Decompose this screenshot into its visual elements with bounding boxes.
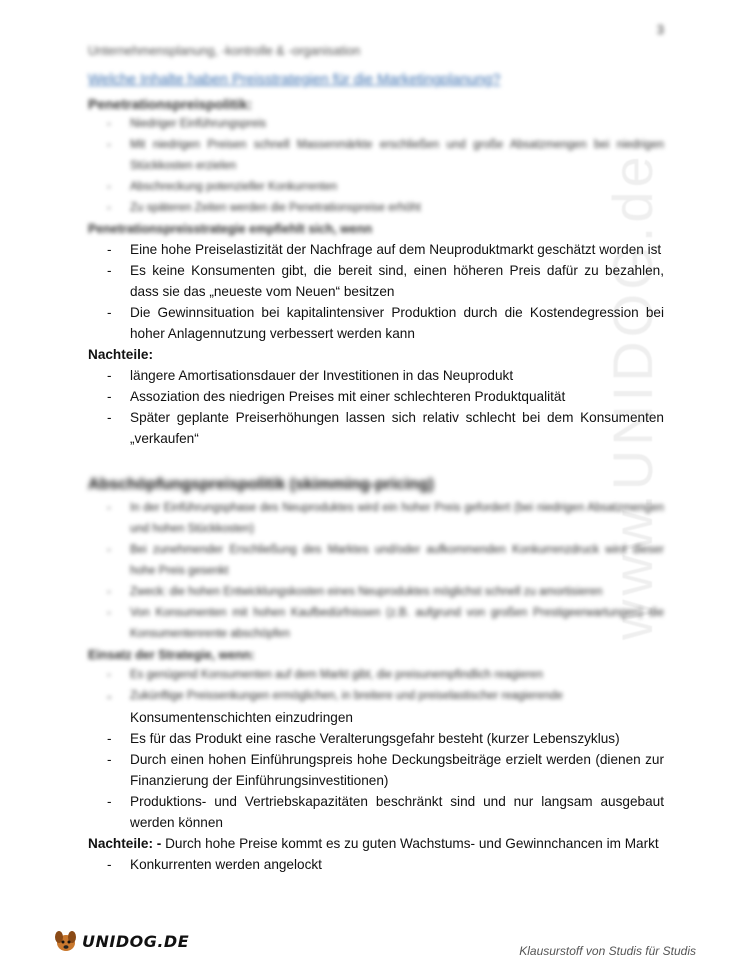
- usage-list: [88, 665, 664, 833]
- list-item: - Zukünftige Preissenkungen ermöglichen, in breitere und preiselastischer reagierende Konsumentenschichten einzudringen: [107, 689, 563, 725]
- nachteile-line: Nachteile: - Durch hohe Preise kommt es zu guten Wachstums- und Gewinnchancen im Markt: [88, 836, 659, 851]
- list-item: - Zu späteren Zeiten werden die Penetrationspreise erhöht: [107, 202, 421, 214]
- list-item: - längere Amortisationsdauer der Investitionen in das Neuprodukt: [107, 368, 514, 383]
- document-question-link[interactable]: Welche Inhalte haben Preisstrategien für die Marketingplanung?: [88, 72, 501, 88]
- section-heading: Penetrationspreispolitik:: [88, 96, 253, 112]
- page-number: 3: [656, 22, 664, 37]
- section-skimming: [88, 474, 664, 875]
- list-item: - Später geplante Preiserhöhungen lassen sich relativ schlecht bei dem Konsumenten „verkaufen“: [107, 410, 664, 446]
- section-penetration: [88, 94, 664, 449]
- list-item: - Produktions- und Vertriebskapazitäten beschränkt sind und nur langsam ausgebaut werden können: [107, 794, 664, 830]
- list-item: - Die Gewinnsituation bei kapitalintensiver Produktion durch die Kostendegression bei hoher Anlagennutzung verbessert werden kann: [107, 305, 664, 341]
- nachteile-label: Nachteile:: [88, 347, 153, 362]
- subheading: Penetrationspreisstrategie empfiehlt sich, wenn: [88, 222, 373, 236]
- condition-list: [88, 239, 664, 344]
- list-item: - Durch einen hohen Einführungspreis hohe Deckungsbeiträge erzielt werden (dienen zur Finanzierung der Einführungsinvestitionen): [107, 752, 664, 788]
- nachteile-list: [88, 365, 664, 449]
- unidog-logo[interactable]: [52, 928, 189, 954]
- list-item: - Es keine Konsumenten gibt, die bereit sind, einen höheren Preis dafür zu bezahlen, dass sie das „neueste vom Neuen“ besitzen: [107, 263, 664, 299]
- list-item: - Niedriger Einführungspreis: [107, 118, 267, 130]
- section-title: Abschöpfungspreispolitik (skimming-pricing): [88, 476, 434, 493]
- dog-icon: [52, 928, 78, 954]
- list-item: - In der Einführungsphase des Neuproduktes wird ein hoher Preis gefordert (bei niedrigen Absatzmengen und hohen Stückkosten): [107, 502, 664, 535]
- watermark: www.UNIDOG.de: [601, 152, 664, 640]
- blurred-list: [88, 114, 664, 219]
- list-item: - Konkurrenten werden angelockt: [107, 857, 322, 872]
- list-item: - Abschreckung potenzieller Konkurrenten: [107, 181, 338, 193]
- running-header: Unternehmensplanung, -kontrolle & -organisation: [88, 44, 361, 58]
- list-item: - Von Konsumenten mit hohen Kaufbedürfnissen (z.B. aufgrund von großen Prestigeerwartungen) die Konsumentenrente abschöpfen: [107, 607, 664, 640]
- list-item: - Es für das Produkt eine rasche Veralterungsgefahr besteht (kurzer Lebenszyklus): [107, 731, 620, 746]
- logo-text: UNIDOG.DE: [82, 931, 190, 951]
- list-item: - Mit niedrigen Preisen schnell Massenmärkte erschließen und große Absatzmengen bei niedrigen Stückkosten erzielen: [107, 139, 664, 172]
- footer-tagline: Klausurstoff von Studis für Studis: [519, 944, 696, 958]
- list-item: - Eine hohe Preiselastizität der Nachfrage auf dem Neuproduktmarkt geschätzt worden ist: [107, 242, 662, 257]
- list-item: - Zweck: die hohen Entwicklungskosten eines Neuproduktes möglichst schnell zu amortisieren: [107, 586, 603, 598]
- list-item: - Es genügend Konsumenten auf dem Markt gibt, die preisunempfindlich reagieren: [107, 669, 543, 681]
- list-item: - Assoziation des niedrigen Preises mit einer schlechteren Produktqualität: [107, 389, 566, 404]
- list-item: - Bei zunehmender Erschließung des Marktes und/oder aufkommenden Konkurrenzdruck wird dieser hohe Preis gesenkt: [107, 544, 664, 577]
- subheading: Einsatz der Strategie, wenn:: [88, 648, 255, 662]
- blurred-list: [88, 498, 664, 645]
- nachteile-list: [88, 854, 664, 875]
